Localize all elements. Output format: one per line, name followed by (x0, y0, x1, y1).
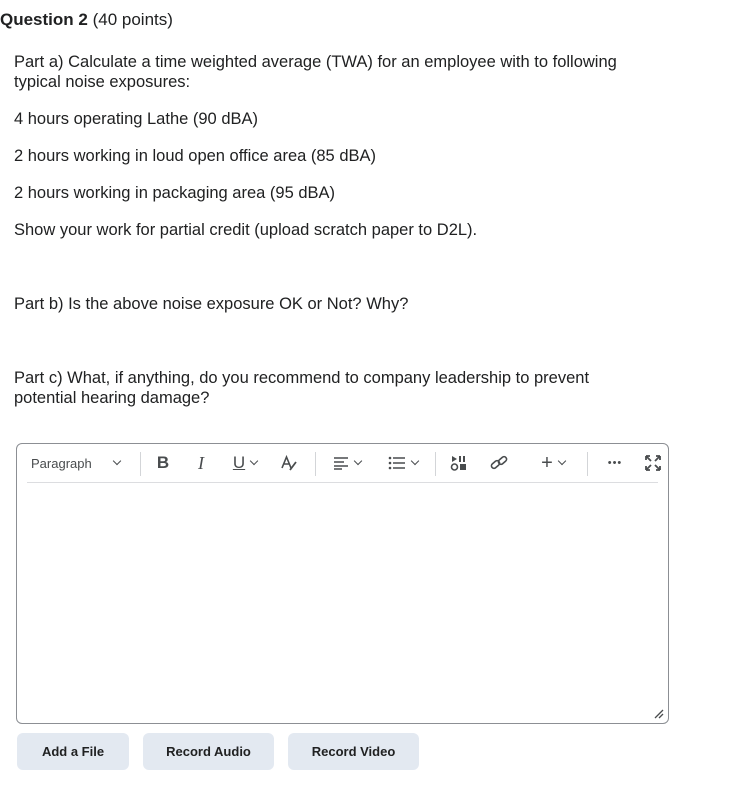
part-b-text: Part b) Is the above noise exposure OK or Not? Why? (14, 295, 409, 313)
insert-button[interactable] (533, 444, 573, 482)
editor-toolbar (27, 444, 658, 483)
insert-link-button[interactable] (487, 444, 511, 482)
part-c-line-2: potential hearing damage? (14, 389, 210, 407)
format-select[interactable] (31, 444, 135, 482)
question-points: (40 points) (92, 10, 173, 29)
align-left-icon (333, 456, 349, 470)
exposure-2: 2 hours working in loud open office area (85 dBA) (14, 147, 377, 165)
align-button[interactable] (327, 444, 367, 482)
show-work-text: Show your work for partial credit (upload scratch paper to D2L). (14, 221, 478, 239)
chevron-down-icon (411, 457, 419, 465)
underline-label: U (232, 453, 246, 472)
list-button[interactable] (383, 444, 423, 482)
resize-handle-icon[interactable] (652, 707, 664, 719)
part-a-text (14, 52, 617, 92)
part-c-line-1: Part c) What, if anything, do you recommend to company leadership to prevent (14, 369, 590, 387)
italic-button[interactable]: I (198, 452, 204, 473)
expand-icon (645, 455, 661, 471)
toolbar-divider (140, 452, 141, 476)
toolbar-divider (587, 452, 588, 476)
chevron-down-icon (354, 457, 362, 465)
toolbar-divider (315, 452, 316, 476)
rich-text-editor (16, 443, 669, 724)
part-c-text (14, 368, 589, 408)
format-select-label: Paragraph (31, 455, 92, 471)
media-icon (450, 454, 468, 472)
part-a-line-1: Part a) Calculate a time weighted average (TWA) for an employee with to following (14, 53, 617, 71)
record-audio-button[interactable]: Record Audio (143, 733, 274, 770)
plus-icon: + (541, 451, 553, 474)
add-file-button[interactable]: Add a File (17, 733, 129, 770)
fullscreen-button[interactable] (641, 444, 665, 482)
underline-button[interactable] (225, 444, 265, 482)
text-color-button[interactable] (277, 444, 301, 482)
editor-content-area[interactable] (17, 483, 668, 723)
chevron-down-icon (558, 457, 566, 465)
insert-media-button[interactable] (447, 444, 471, 482)
bold-button[interactable]: B (156, 453, 170, 472)
bulleted-list-icon (388, 456, 406, 470)
question-title: Question 2 (0, 10, 88, 29)
text-color-icon (280, 455, 298, 471)
question-header (0, 10, 173, 30)
record-video-button[interactable]: Record Video (288, 733, 419, 770)
chevron-down-icon (112, 457, 120, 465)
link-icon (489, 454, 509, 472)
part-a-line-2: typical noise exposures: (14, 73, 191, 91)
chevron-down-icon (250, 457, 258, 465)
exposure-3: 2 hours working in packaging area (95 dBA) (14, 184, 336, 202)
more-options-button[interactable]: ••• (607, 457, 623, 469)
exposure-1: 4 hours operating Lathe (90 dBA) (14, 110, 258, 128)
toolbar-divider (435, 452, 436, 476)
